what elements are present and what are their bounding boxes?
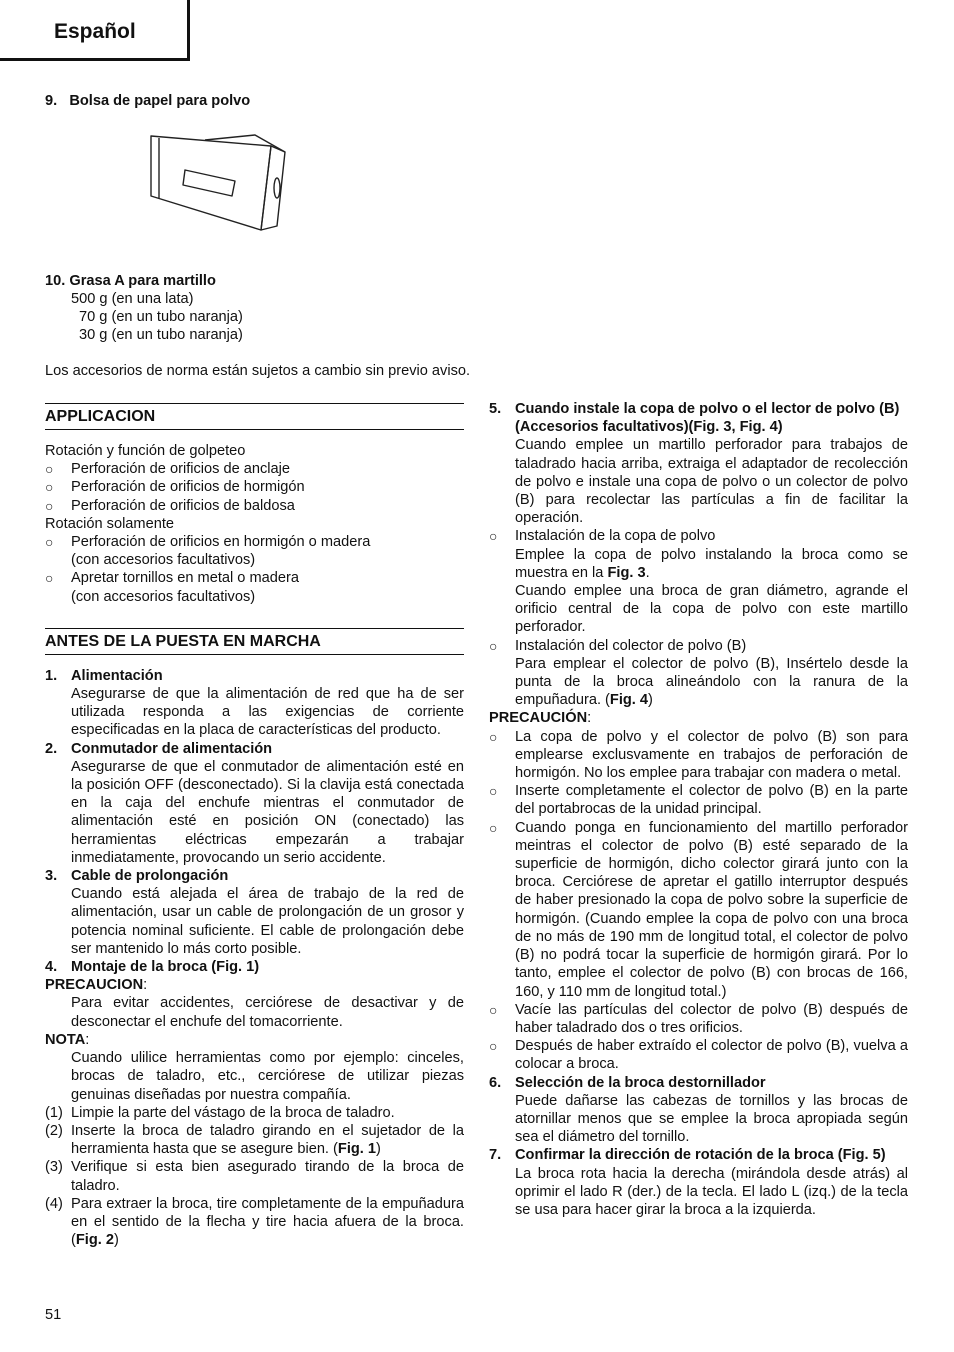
paragraph-seleccion-broca: Puede dañarse las cabezas de tornillos y las brocas de atornillar menos que se emplee la broca apropiada según sea el diámetro del tornillo. — [515, 1092, 908, 1146]
grease-line-3: 30 g (en un tubo naranja) — [79, 327, 243, 343]
circle-bullet-icon: ○ — [45, 570, 54, 587]
list-item: ○ Vacíe las partículas del colector de polvo (B) después de haber taladrado dos o tres orificios. — [489, 1001, 908, 1036]
heading-montaje: 4. Montaje de la broca (Fig. 1) — [45, 959, 260, 976]
list-item: ○ Después de haber extraído el colector de polvo (B), vuelva a colocar a broca. — [489, 1038, 908, 1073]
language-tab — [0, 0, 190, 61]
paragraph-precaucion: Para evitar accidentes, cerciórese de desactivar y de desconectar el enchufe del tomacorriente. — [71, 995, 464, 1030]
list-item: ○ Perforación de orificios de hormigón — [45, 479, 305, 496]
grease-line-2: 70 g (en un tubo naranja) — [79, 309, 243, 325]
paragraph-cable: Cuando está alejada el área de trabajo de la red de alimentación, usar un cable de prolongación de un grosor y potencia nominal suficiente. El cable de prolongación debe ser mantenido lo más corto posible. — [71, 886, 464, 957]
circle-bullet-icon: ○ — [489, 528, 498, 545]
list-item: ○ Perforación de orificios en hormigón o madera (con accesorios facultativos) — [45, 534, 371, 569]
step-3: (3) Verifique si esta bien asegurado tirando de la broca de taladro. — [45, 1159, 464, 1194]
paragraph-colector-install: Para emplear el colector de polvo (B), Insértelo desde la punta de la broca alineándolo con la ranura de la empuñadura. (Fig. 4) — [515, 655, 908, 709]
heading-copa-colector: 5. Cuando instale la copa de polvo o el lector de polvo (B) (Accesorios facultativos)(Fig. 3, Fig. 4) — [489, 401, 900, 436]
list-item: ○ Perforación de orificios de baldosa — [45, 497, 295, 514]
list-item: ○ Cuando ponga en funcionamiento del martillo perforador meintras el colector de polvo (B) esté separado de la superficie de hormigón, dicho colector girará junto con la broca. Cerciórese de apretar el gatillo interruptor después de haber presionado la copa de polvo sobre la superficie de hormigón. (Cuando emplee la copa de polvo con una broca de no más de 190 mm de longitud total, el colector de polvo (B) no podrá tocar la superficie de hormigón girará. Por lo tanto, emplee el colector de polvo (B) con brocas de 166, 160, y 110 mm de longitud total.) — [489, 819, 908, 1000]
paragraph-direccion-rotacion: La broca rota hacia la derecha (mirándola desde atrás) al oprimir el lado R (der.) de la tecla. El lado L (izq.) de la tecla se usa para hacer girar la broca a la izquierda. — [515, 1165, 908, 1218]
nota-label: NOTA: — [45, 1031, 90, 1048]
item-9-heading: 9. Bolsa de papel para polvo — [45, 93, 251, 109]
circle-bullet-icon: ○ — [489, 637, 498, 654]
step-2: (2) Inserte la broca de taladro girando en el sujetador de la herramienta hasta que se asegure bien. (Fig. 1) — [45, 1122, 464, 1158]
circle-bullet-icon: ○ — [45, 534, 54, 551]
circle-bullet-icon: ○ — [489, 1038, 498, 1055]
section-title-applicacion: APPLICACION — [45, 403, 464, 430]
app-group-rotation-impact: Rotación y función de golpeteo — [45, 443, 246, 459]
paragraph-alimentacion: Asegurarse de que la alimentación de red que ha de ser utilizada responda a las exigencias de corriente especificadas en la placa de características del producto. — [71, 686, 464, 739]
circle-bullet-icon: ○ — [489, 783, 498, 800]
heading-direccion-rotacion: 7. Confirmar la dirección de rotación de la broca (Fig. 5) — [489, 1147, 886, 1164]
step-4: (4) Para extraer la broca, tire completamente de la empuñadura en el sentido de la flecha y tire hacia afuera de la broca. (Fig. 2) — [45, 1195, 464, 1249]
paper-dust-bag-illustration — [145, 130, 291, 234]
heading-conmutador: 2. Conmutador de alimentación — [45, 740, 273, 757]
list-item: ○ Perforación de orificios de anclaje — [45, 461, 291, 478]
heading-alimentacion: 1. Alimentación — [45, 667, 163, 684]
accessories-notice: Los accesorios de norma están sujetos a cambio sin previo aviso. — [45, 363, 471, 379]
paragraph-copa-install: Emplee la copa de polvo instalando la broca como se muestra en la Fig. 3. — [515, 546, 908, 581]
circle-bullet-icon: ○ — [489, 728, 498, 745]
app-group-rotation-only: Rotación solamente — [45, 515, 174, 532]
section-title-antes: ANTES DE LA PUESTA EN MARCHA — [45, 628, 464, 655]
heading-cable: 3. Cable de prolongación — [45, 868, 229, 885]
circle-bullet-icon: ○ — [489, 819, 498, 836]
list-item: ○ Apretar tornillos en metal o madera (con accesorios facultativos) — [45, 570, 299, 605]
paragraph-copa-large: Cuando emplee una broca de gran diámetro, agrande el orificio central de la copa de polvo con este martillo perforador. — [515, 583, 908, 636]
circle-bullet-icon: ○ — [45, 461, 54, 478]
paragraph-copa-colector: Cuando emplee un martillo perforador para trabajos de taladrado hacia arriba, extraiga el adaptador de recolección de polvo e instale una copa de polvo o un colector de polvo (B) para recolectar las partículas a fin de facilitar la operación. — [515, 437, 908, 527]
list-item: ○ Instalación del colector de polvo (B) — [489, 637, 747, 654]
item-10-heading: 10. Grasa A para martillo — [45, 273, 216, 289]
paragraph-conmutador: Asegurarse de que el conmutador de alimentación esté en la posición OFF (desconectado). Si la clavija está conectada en la caja del enchufe mientras el conmutador de alimentación esté en posición ON (conectado) las herramientas eléctricas empezarán a trabajar inmediatamente, provocando un serio accidente. — [71, 758, 464, 866]
heading-seleccion-broca: 6. Selección de la broca destornillador — [489, 1074, 766, 1091]
list-item: ○ La copa de polvo y el colector de polvo (B) son para emplearse exclusvamente en trabajos de perforación de hormigón. No los emplee para trabajar con madera o metal. — [489, 728, 908, 782]
list-item: ○ Instalación de la copa de polvo — [489, 528, 716, 545]
list-item: ○ Inserte completamente el colector de polvo (B) en la parte del portabrocas de la unidad principal. — [489, 783, 908, 818]
paragraph-nota: Cuando ulilice herramientas como por ejemplo: cinceles, brocas de taladro, etc., cerciórese de utilizar piezas genuinas diseñadas por nuestra compañía. — [71, 1050, 464, 1103]
circle-bullet-icon: ○ — [489, 1001, 498, 1018]
circle-bullet-icon: ○ — [45, 479, 54, 496]
circle-bullet-icon: ○ — [45, 497, 54, 514]
precaucion-label: PRECAUCION: — [45, 977, 148, 994]
grease-line-1: 500 g (en una lata) — [71, 291, 194, 307]
page-number: 51 — [45, 1307, 62, 1323]
step-1: (1) Limpie la parte del vástago de la broca de taladro. — [45, 1104, 395, 1121]
right-column — [489, 400, 908, 1219]
precaucion-label-right: PRECAUCIÓN: — [489, 710, 592, 727]
language-label: Español — [54, 20, 136, 43]
left-column — [45, 403, 464, 1249]
